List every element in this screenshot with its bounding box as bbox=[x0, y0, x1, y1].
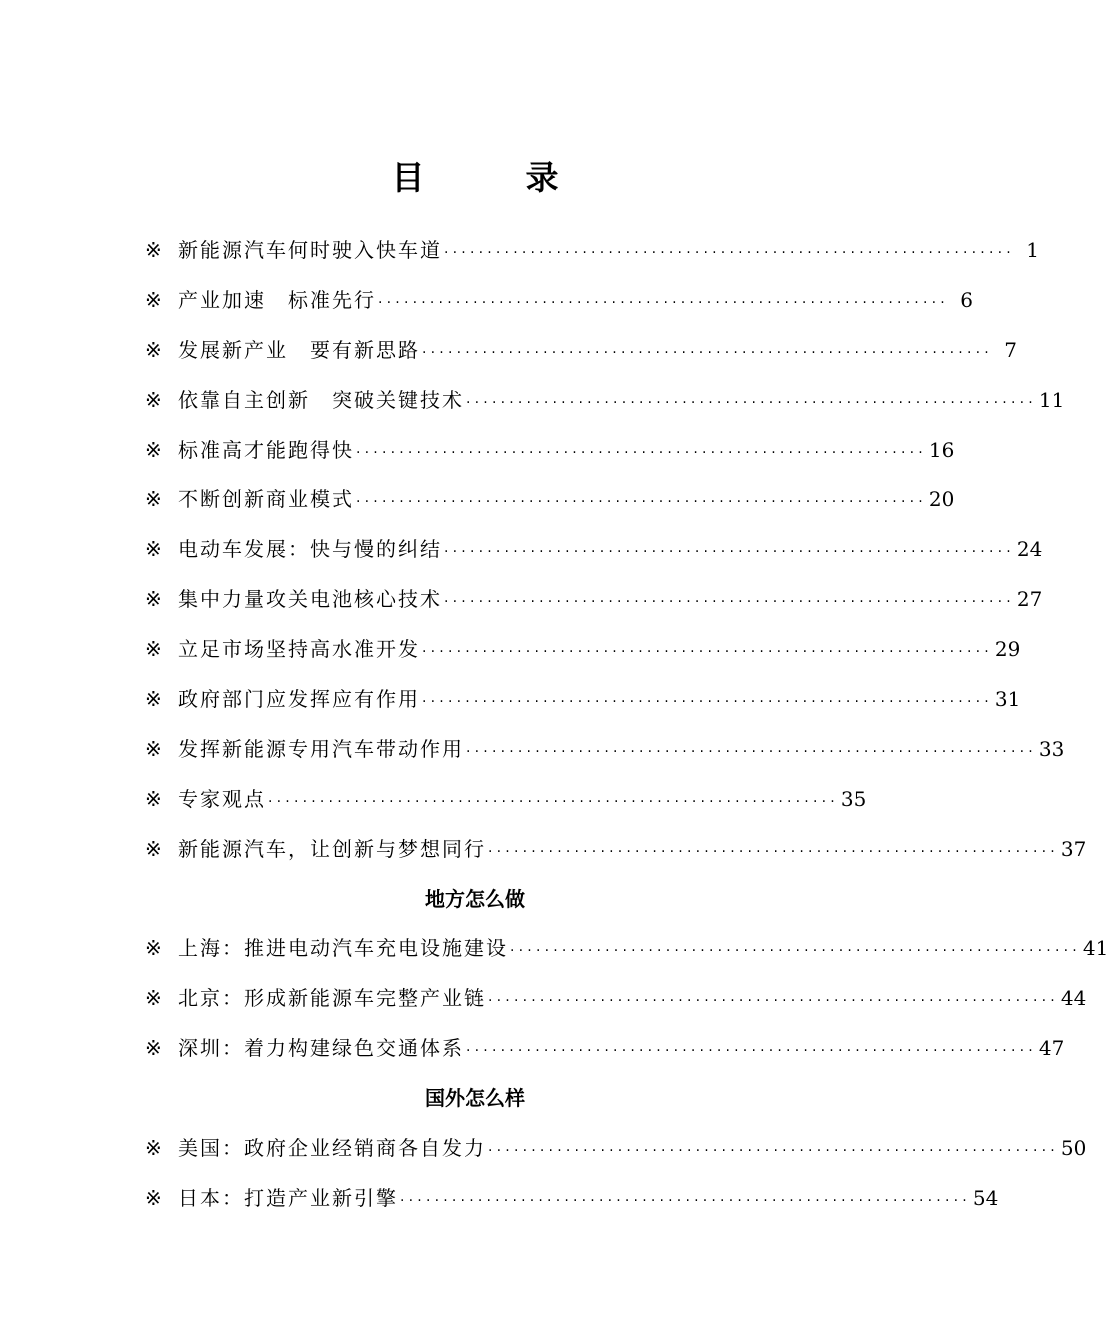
toc-entry-page: 16 bbox=[928, 437, 955, 462]
toc-entry[interactable] bbox=[145, 1175, 999, 1225]
toc-entry[interactable] bbox=[145, 476, 955, 526]
toc-entry-page: 37 bbox=[1060, 836, 1087, 861]
dot-leader: ·································································· bbox=[466, 394, 1037, 411]
dot-leader: ·································································· bbox=[444, 594, 1015, 611]
toc-entry-title: 日本：打造产业新引擎 bbox=[178, 1185, 398, 1210]
reference-mark-icon: ※ bbox=[145, 537, 162, 562]
toc-entry-title: 美国：政府企业经销商各自发力 bbox=[178, 1136, 486, 1161]
toc-entry-title: 发展新产业 要有新思路 bbox=[178, 337, 420, 362]
toc-entry-title: 新能源汽车，让创新与梦想同行 bbox=[178, 836, 486, 861]
reference-mark-icon: ※ bbox=[145, 1036, 162, 1061]
reference-mark-icon: ※ bbox=[145, 936, 162, 961]
toc-entry[interactable] bbox=[145, 526, 1043, 576]
reference-mark-icon: ※ bbox=[145, 786, 162, 811]
dot-leader: ·································································· bbox=[356, 444, 927, 461]
reference-mark-icon: ※ bbox=[145, 337, 162, 362]
table-of-contents bbox=[145, 227, 1108, 1225]
dot-leader: ·································································· bbox=[444, 544, 1015, 561]
toc-entry[interactable] bbox=[145, 277, 973, 327]
reference-mark-icon: ※ bbox=[145, 637, 162, 662]
toc-entry-title: 电动车发展：快与慢的纠结 bbox=[178, 537, 442, 562]
toc-entry[interactable] bbox=[145, 676, 1021, 726]
toc-entry-page: 54 bbox=[972, 1185, 999, 1210]
toc-entry[interactable] bbox=[145, 1125, 1087, 1175]
toc-entry[interactable] bbox=[145, 427, 955, 477]
section-heading-abroad: 国外怎么样 bbox=[425, 1086, 525, 1111]
toc-entry-page: 20 bbox=[928, 487, 955, 512]
toc-entry-title: 依靠自主创新 突破关键技术 bbox=[178, 387, 464, 412]
toc-entry-title: 政府部门应发挥应有作用 bbox=[178, 687, 420, 712]
dot-leader: ·································································· bbox=[510, 943, 1081, 960]
reference-mark-icon: ※ bbox=[145, 1136, 162, 1161]
toc-entry-page: 35 bbox=[840, 786, 867, 811]
toc-entry-page: 27 bbox=[1016, 587, 1043, 612]
toc-entry-title: 专家观点 bbox=[178, 786, 266, 811]
reference-mark-icon: ※ bbox=[145, 736, 162, 761]
dot-leader: ·································································· bbox=[466, 743, 1037, 760]
toc-entry[interactable] bbox=[145, 826, 1087, 876]
dot-leader: ·································································· bbox=[268, 793, 839, 810]
toc-entry[interactable] bbox=[145, 377, 1065, 427]
toc-entry-title: 深圳：着力构建绿色交通体系 bbox=[178, 1036, 464, 1061]
toc-title: 目 录 bbox=[391, 158, 593, 197]
dot-leader: ·································································· bbox=[356, 494, 927, 511]
toc-entry-page: 24 bbox=[1016, 537, 1043, 562]
reference-mark-icon: ※ bbox=[145, 1185, 162, 1210]
dot-leader: ·································································· bbox=[466, 1043, 1037, 1060]
toc-entry-title: 不断创新商业模式 bbox=[178, 487, 354, 512]
reference-mark-icon: ※ bbox=[145, 487, 162, 512]
toc-entry-title: 上海：推进电动汽车充电设施建设 bbox=[178, 936, 508, 961]
toc-entry[interactable] bbox=[145, 776, 867, 826]
toc-entry[interactable] bbox=[145, 227, 1039, 277]
dot-leader: ·································································· bbox=[488, 1143, 1059, 1160]
toc-entry[interactable] bbox=[145, 925, 1108, 975]
reference-mark-icon: ※ bbox=[145, 687, 162, 712]
toc-entry-title: 集中力量攻关电池核心技术 bbox=[178, 587, 442, 612]
reference-mark-icon: ※ bbox=[145, 437, 162, 462]
toc-entry[interactable] bbox=[145, 1025, 1065, 1075]
toc-entry-page: 44 bbox=[1060, 986, 1087, 1011]
reference-mark-icon: ※ bbox=[145, 587, 162, 612]
toc-entry-page: 47 bbox=[1038, 1036, 1065, 1061]
dot-leader: ·································································· bbox=[422, 644, 993, 661]
dot-leader: ·································································· bbox=[400, 1192, 971, 1209]
dot-leader: ·································································· bbox=[488, 993, 1059, 1010]
toc-entry[interactable] bbox=[145, 327, 1017, 377]
toc-entry[interactable] bbox=[145, 726, 1065, 776]
toc-entry[interactable] bbox=[145, 576, 1043, 626]
reference-mark-icon: ※ bbox=[145, 836, 162, 861]
dot-leader: ·································································· bbox=[488, 843, 1059, 860]
toc-entry-page: 31 bbox=[994, 687, 1021, 712]
toc-entry[interactable] bbox=[145, 626, 1021, 676]
toc-entry-title: 标准高才能跑得快 bbox=[178, 437, 354, 462]
reference-mark-icon: ※ bbox=[145, 238, 162, 262]
toc-entry-page: 41 bbox=[1082, 936, 1108, 961]
toc-entry-page: 50 bbox=[1060, 1136, 1087, 1161]
toc-entry-page: 1 bbox=[1026, 238, 1039, 262]
toc-entry-title: 发挥新能源专用汽车带动作用 bbox=[178, 736, 464, 761]
toc-entry-page: 7 bbox=[1004, 337, 1017, 362]
toc-entry-page: 6 bbox=[960, 287, 973, 312]
dot-leader: ·································································· bbox=[422, 694, 993, 711]
toc-entry-title: 新能源汽车何时驶入快车道 bbox=[178, 238, 442, 262]
dot-leader: ·································································· bbox=[378, 294, 949, 311]
dot-leader: ·································································· bbox=[444, 245, 1015, 261]
toc-entry-title: 立足市场坚持高水准开发 bbox=[178, 637, 420, 662]
dot-leader: ·································································· bbox=[422, 344, 993, 361]
section-heading-local: 地方怎么做 bbox=[425, 886, 525, 911]
toc-entry[interactable] bbox=[145, 975, 1087, 1025]
reference-mark-icon: ※ bbox=[145, 387, 162, 412]
toc-entry-title: 产业加速 标准先行 bbox=[178, 287, 376, 312]
toc-entry-page: 11 bbox=[1038, 387, 1065, 412]
toc-entry-title: 北京：形成新能源车完整产业链 bbox=[178, 986, 486, 1011]
reference-mark-icon: ※ bbox=[145, 287, 162, 312]
toc-entry-page: 29 bbox=[994, 637, 1021, 662]
reference-mark-icon: ※ bbox=[145, 986, 162, 1011]
toc-entry-page: 33 bbox=[1038, 736, 1065, 761]
